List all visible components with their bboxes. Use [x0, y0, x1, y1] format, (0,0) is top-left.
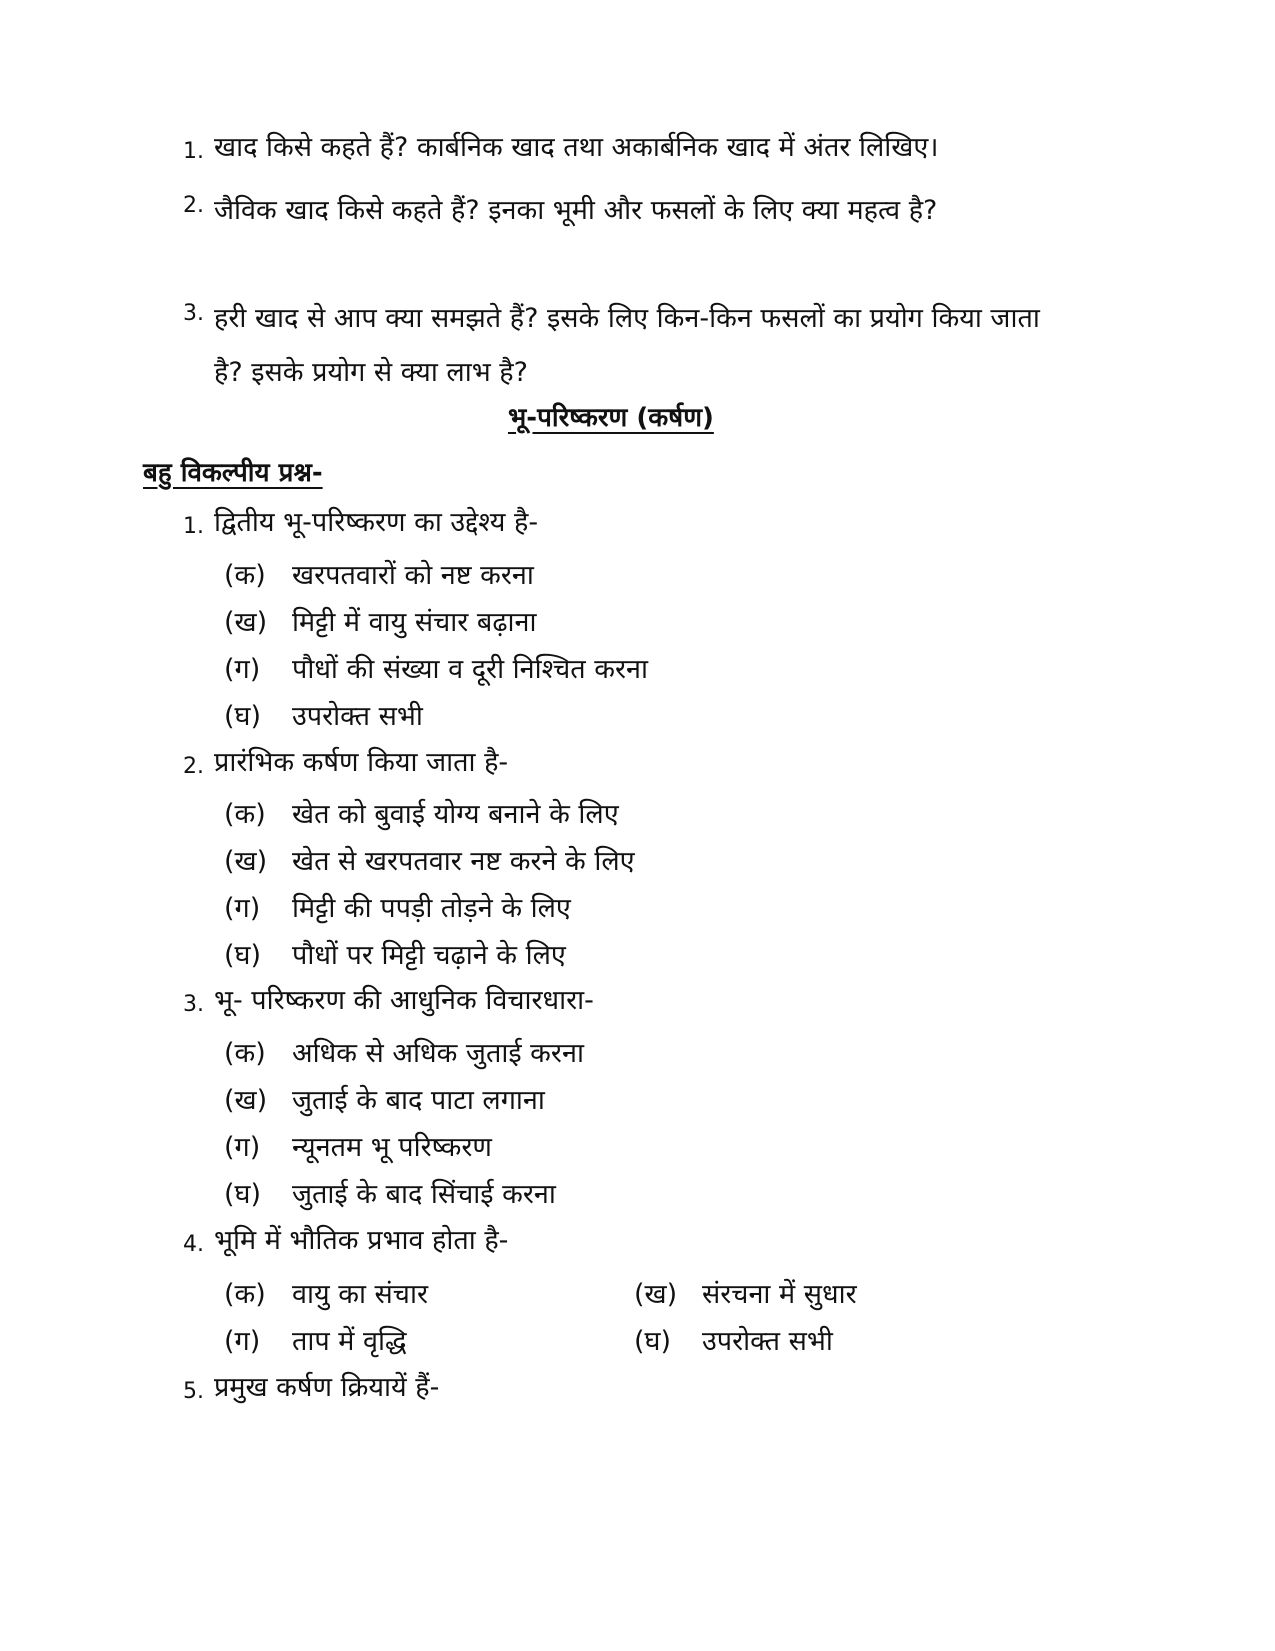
- option-label: (क): [224, 799, 266, 830]
- essay-question-number: 1.: [183, 139, 204, 164]
- option-label: (क): [224, 1038, 266, 1069]
- option-text: खेत को बुवाई योग्य बनाने के लिए: [292, 799, 619, 830]
- option-label: (घ): [224, 1179, 262, 1210]
- section-title: भू-परिष्करण (कर्षण): [508, 403, 714, 433]
- essay-question-text: हरी खाद से आप क्या समझते हैं? इसके लिए किन-किन फसलों का प्रयोग किया जाता है? इसके प्रयोग से क्या लाभ है?: [214, 303, 1040, 388]
- mcq-option: [224, 1083, 545, 1119]
- essay-question-number: 2.: [183, 193, 204, 218]
- mcq-question-number: 5.: [183, 1379, 204, 1404]
- mcq-question-number: 4.: [183, 1232, 204, 1257]
- mcq-option: [224, 1277, 428, 1313]
- option-text: पौधों की संख्या व दूरी निश्चित करना: [292, 654, 648, 685]
- mcq-option: [634, 1324, 833, 1360]
- mcq-option: [224, 605, 537, 641]
- option-label: (ग): [224, 1132, 261, 1163]
- mcq-option: [224, 797, 619, 833]
- option-text: न्यूनतम भू परिष्करण: [292, 1132, 492, 1163]
- option-label: (ख): [634, 1279, 678, 1310]
- mcq-option: [224, 1177, 556, 1213]
- option-label: (घ): [224, 940, 262, 971]
- option-text: खेत से खरपतवार नष्ट करने के लिए: [292, 846, 635, 877]
- mcq-option: [224, 699, 423, 735]
- option-label: (ग): [224, 1326, 261, 1357]
- option-text: वायु का संचार: [292, 1279, 428, 1310]
- option-text: मिट्टी में वायु संचार बढ़ाना: [292, 607, 537, 638]
- essay-question-text: जैविक खाद किसे कहते हैं? इनका भूमी और फसलों के लिए क्या महत्व है?: [214, 195, 938, 226]
- option-text: संरचना में सुधार: [702, 1279, 857, 1310]
- option-text: खरपतवारों को नष्ट करना: [292, 560, 534, 591]
- mcq-question-text: भू- परिष्करण की आधुनिक विचारधारा-: [214, 985, 594, 1016]
- option-text: ताप में वृद्धि: [292, 1326, 407, 1357]
- option-text: अधिक से अधिक जुताई करना: [292, 1038, 584, 1069]
- mcq-question-number: 3.: [183, 992, 204, 1017]
- mcq-option: [224, 558, 534, 594]
- option-text: उपरोक्त सभी: [702, 1326, 833, 1357]
- option-label: (क): [224, 1279, 266, 1310]
- mcq-option: [224, 891, 571, 927]
- mcq-question-number: 1.: [183, 514, 204, 539]
- mcq-option: [224, 652, 648, 688]
- mcq-question-number: 2.: [183, 754, 204, 779]
- mcq-heading: बहु विकल्पीय प्रश्न-: [143, 458, 323, 488]
- option-text: जुताई के बाद सिंचाई करना: [292, 1179, 556, 1210]
- option-label: (घ): [634, 1326, 672, 1357]
- mcq-option: [634, 1277, 857, 1313]
- mcq-option: [224, 1036, 584, 1072]
- option-label: (ख): [224, 1085, 268, 1116]
- option-text: उपरोक्त सभी: [292, 701, 423, 732]
- option-label: (ग): [224, 654, 261, 685]
- essay-question-text: खाद किसे कहते हैं? कार्बनिक खाद तथा अकार्बनिक खाद में अंतर लिखिए।: [214, 132, 939, 163]
- mcq-option: [224, 1130, 492, 1166]
- option-text: पौधों पर मिट्टी चढ़ाने के लिए: [292, 940, 566, 971]
- option-text: जुताई के बाद पाटा लगाना: [292, 1085, 545, 1116]
- option-label: (घ): [224, 701, 262, 732]
- mcq-option: [224, 844, 635, 880]
- option-text: मिट्टी की पपड़ी तोड़ने के लिए: [292, 893, 571, 924]
- mcq-question-text: प्रारंभिक कर्षण किया जाता है-: [214, 747, 509, 778]
- option-label: (क): [224, 560, 266, 591]
- option-label: (ख): [224, 846, 268, 877]
- option-label: (ख): [224, 607, 268, 638]
- mcq-option: [224, 1324, 407, 1360]
- mcq-question-text: भूमि में भौतिक प्रभाव होता है-: [214, 1225, 509, 1256]
- mcq-question-text: द्वितीय भू-परिष्करण का उद्देश्य है-: [214, 507, 539, 538]
- mcq-question-text: प्रमुख कर्षण क्रियायें हैं-: [214, 1372, 440, 1403]
- essay-question-number: 3.: [183, 301, 204, 326]
- option-label: (ग): [224, 893, 261, 924]
- mcq-option: [224, 938, 566, 974]
